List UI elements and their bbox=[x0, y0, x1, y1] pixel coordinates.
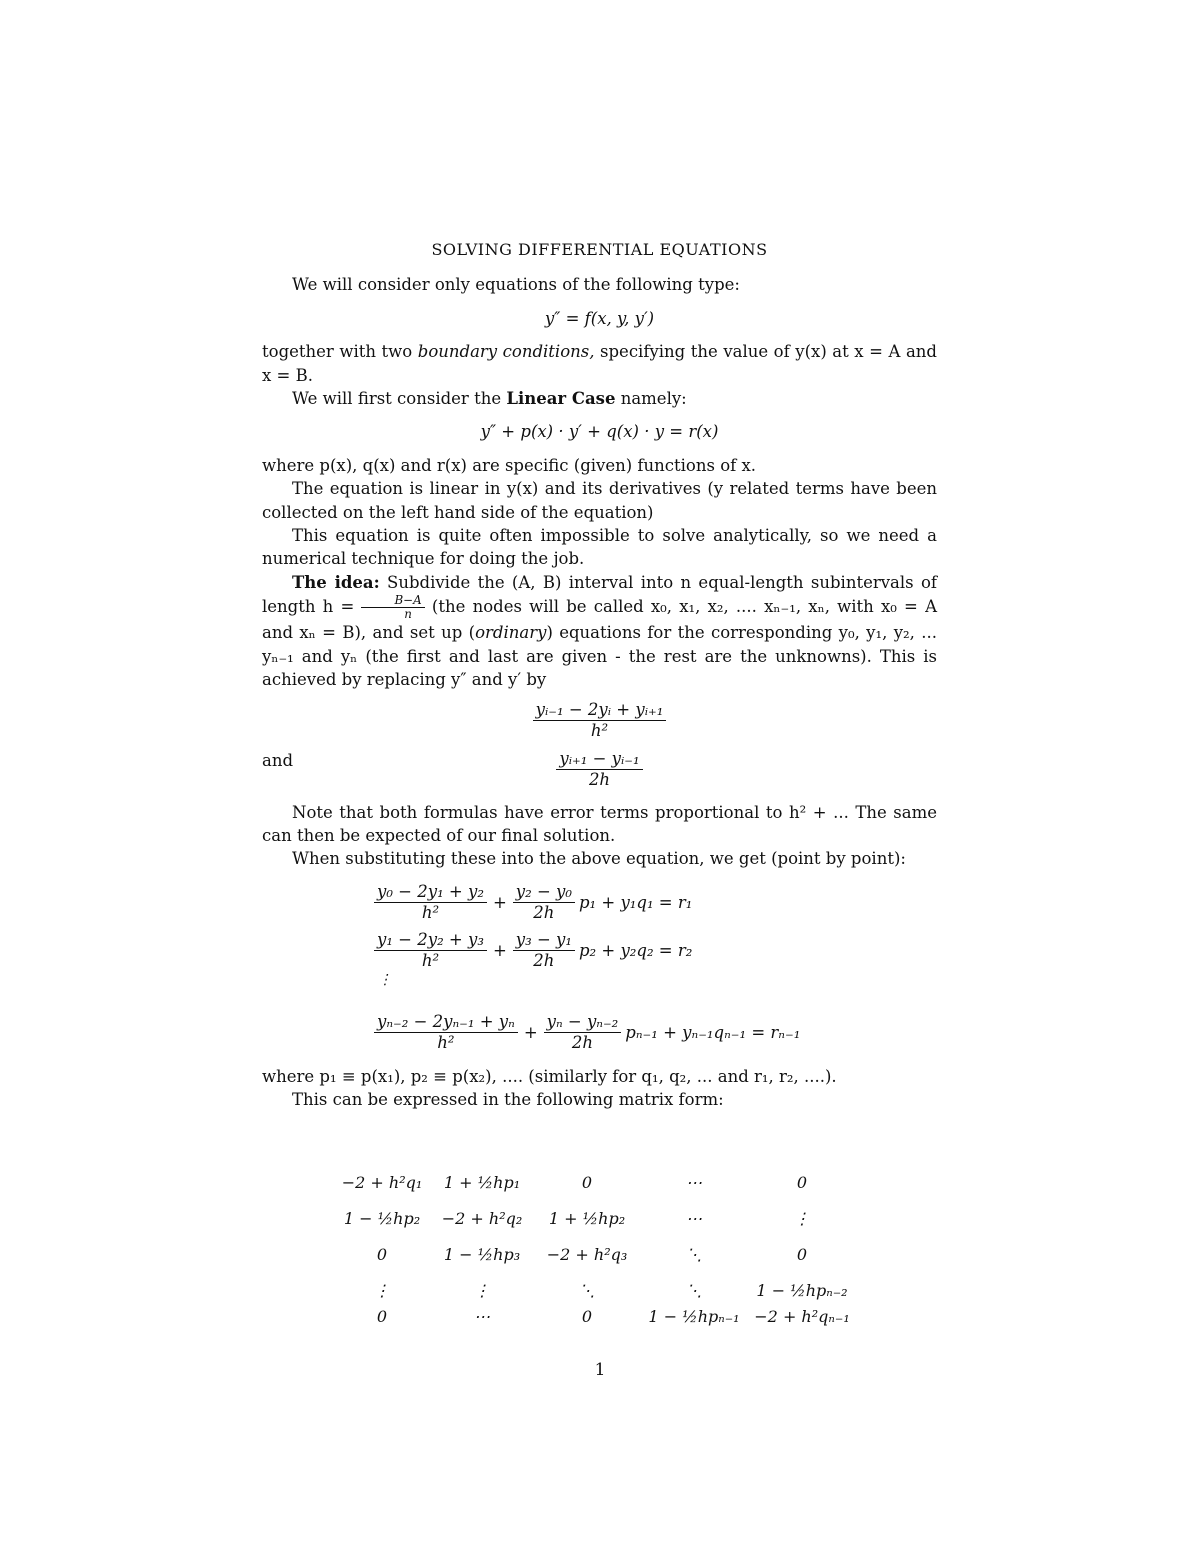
matrix-cell: ⋮ bbox=[794, 1209, 810, 1228]
matrix-cell: −2 + h²q₂ bbox=[441, 1209, 523, 1228]
paragraph-matrix-intro: This can be expressed in the following matrix form: bbox=[292, 1090, 724, 1110]
paragraph-definitions: where p₁ ≡ p(x₁), p₂ ≡ p(x₂), .... (similarly for q₁, q₂, ... and r₁, r₂, ....). bbox=[262, 1066, 837, 1086]
formula-first-derivative-block bbox=[262, 749, 937, 801]
matrix-cell: −2 + h²qₙ₋₁ bbox=[754, 1307, 850, 1326]
paragraph-boundary: together with two boundary conditions, specifying the value of y(x) at x = A and x = B. bbox=[262, 342, 937, 385]
matrix-cell: 1 − ½hpₙ₋₁ bbox=[648, 1307, 740, 1326]
paragraph-linear-note: The equation is linear in y(x) and its derivatives (y related terms have been collected on the left hand side of the equation) bbox=[262, 479, 937, 522]
equation-row: $\frac{\text{y₀ − 2y₁ + y₂}}{\text{h²}}$ + $\frac{\text{y₂ − y₀}}{2h}$ p₁ + y₁q₁ = r₁ bbox=[374, 879, 937, 927]
equation-row: $\frac{\text{y₁ − 2y₂ + y₃}}{\text{h²}}$ + $\frac{\text{y₃ − y₁}}{2h}$ p₂ + y₂q₂ = r₂ bbox=[374, 927, 937, 975]
equation-system bbox=[374, 879, 937, 1057]
matrix-cell: 0 bbox=[581, 1307, 593, 1326]
matrix-cell: 1 − ½hpₙ₋₂ bbox=[756, 1281, 848, 1300]
equation-row: $\frac{\text{yₙ₋₂ − 2yₙ₋₁ + yₙ}}{\text{h²}}$ + $\frac{\text{yₙ − yₙ₋₂}}{2h}$ pₙ₋₁ + yₙ₋₁qₙ₋₁ = rₙ₋₁ bbox=[374, 1009, 937, 1057]
matrix-cell: 0 bbox=[796, 1245, 808, 1264]
vertical-ellipsis: ⋮ bbox=[378, 971, 392, 988]
matrix-cell: ⋯ bbox=[686, 1173, 702, 1192]
paragraph-intro: We will consider only equations of the following type: bbox=[292, 275, 740, 295]
paragraph-linear-case: We will first consider the Linear Case namely: bbox=[292, 389, 687, 409]
matrix-cell: ⋯ bbox=[686, 1209, 702, 1228]
matrix-cell: 1 + ½hp₁ bbox=[443, 1173, 521, 1192]
matrix-cell: 1 − ½hp₃ bbox=[443, 1245, 521, 1264]
formula-second-derivative: $\frac{\text{yᵢ₋₁ − 2yᵢ + yᵢ₊₁}}{\text{h²}}$ bbox=[262, 700, 937, 741]
page-body bbox=[262, 238, 937, 1112]
matrix-cell: −2 + h²q₃ bbox=[546, 1245, 628, 1264]
matrix-cell: ⋱ bbox=[686, 1281, 702, 1300]
paragraph-substitute: When substituting these into the above equation, we get (point by point): bbox=[292, 849, 906, 869]
matrix-cell: ⋱ bbox=[579, 1281, 595, 1300]
matrix-cell: 1 − ½hp₂ bbox=[343, 1209, 421, 1228]
paragraph-error: Note that both formulas have error terms proportional to h² + ... The same can then be expected of our final solution. bbox=[262, 802, 937, 845]
equation-general: y″ = f(x, y, y′) bbox=[544, 308, 655, 328]
matrix-cell: 0 bbox=[581, 1173, 593, 1192]
matrix-cell: ⋱ bbox=[686, 1245, 702, 1264]
matrix-cell: ⋮ bbox=[374, 1281, 390, 1300]
matrix-cell: ⋯ bbox=[474, 1307, 490, 1326]
matrix-cell: 0 bbox=[796, 1173, 808, 1192]
matrix-cell: ⋮ bbox=[474, 1281, 490, 1300]
formula-first-derivative: $\frac{\text{yᵢ₊₁ − yᵢ₋₁}}{2h}$ bbox=[262, 749, 937, 790]
paragraph-where: where p(x), q(x) and r(x) are specific (given) functions of x. bbox=[262, 455, 757, 475]
page-title: SOLVING DIFFERENTIAL EQUATIONS bbox=[431, 240, 768, 259]
paragraph-numerical: This equation is quite often impossible to solve analytically, so we need a numerical technique for doing the job. bbox=[262, 526, 937, 569]
coefficient-matrix bbox=[322, 1168, 882, 1336]
matrix-cell: −2 + h²q₁ bbox=[341, 1173, 423, 1192]
equation-linear: y″ + p(x) · y′ + q(x) · y = r(x) bbox=[480, 422, 719, 442]
and-label: and bbox=[262, 750, 294, 770]
matrix-cell: 0 bbox=[376, 1245, 388, 1264]
paragraph-idea: The idea: Subdivide the (A, B) interval into n equal-length subintervals of length h = $\frac{B-A}{n}$ (the nodes will be called x₀, x₁, x₂, .... xₙ₋₁, xₙ, with x₀ = A and xₙ = B), and set up (ordinary) equations for the corresponding y₀, y₁, y₂, ... yₙ₋₁ and yₙ (the first and last are given - the rest are the unknowns). This is achieved by replacing y″ and y′ by bbox=[262, 572, 937, 690]
fraction-h: $\frac{B-A}{n}$ bbox=[361, 594, 424, 621]
matrix-cell: 1 + ½hp₂ bbox=[548, 1209, 626, 1228]
page-number: 1 bbox=[594, 1360, 606, 1380]
matrix-cell: 0 bbox=[376, 1307, 388, 1326]
